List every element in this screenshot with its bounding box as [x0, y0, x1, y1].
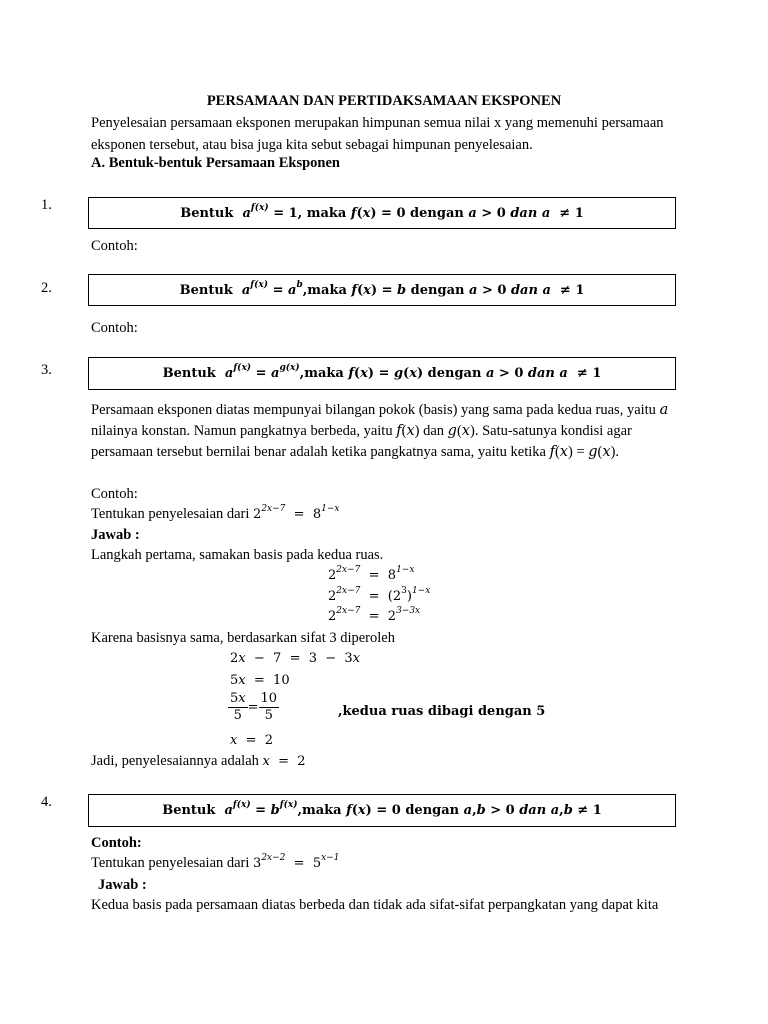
- intro-line-2b: , atau bisa juga kita sebut sebagai himpunan penyelesaian.: [195, 137, 533, 153]
- maka-word: maka: [306, 205, 347, 221]
- box-label: Bentuk: [179, 282, 233, 298]
- item-4-number: 4.: [41, 794, 52, 810]
- para3-text-4: . Satu-satunya kondisi agar: [474, 423, 632, 439]
- eq-line-7: x = 2: [230, 733, 274, 748]
- dan-word: dan: [510, 205, 538, 221]
- formula-box-3: Bentuk $a^{f(x)}$ = $a^{g(x)}$ , maka f ( x ) = g ( x ) dengan a > 0 dan a ≠ 1: [88, 357, 676, 390]
- item-1-number: 1.: [41, 197, 52, 213]
- paragraph-item-3: Persamaan eksponen diatas mempunyai bilangan pokok (basis) yang sama pada kedua ruas, yaitu a nilainya konstan. Namun pangkatnya berbeda, yaitu f(x) dan g(x). Satu-satunya kondisi agar persamaan tersebut bernilai benar adalah ketika pangkatnya sama, yaitu ketika f(x) = g(x).: [91, 402, 669, 460]
- eq-line-3: $2^{2x-7} = 2^{3-3x}$: [328, 606, 421, 624]
- example4-question-text: Tentukan penyelesaian dari: [91, 855, 250, 871]
- maka-word: maka: [304, 366, 344, 381]
- section-a-heading: A. Bentuk-bentuk Persamaan Eksponen: [91, 155, 340, 171]
- item-3-number: 3.: [41, 362, 52, 378]
- intro-line-2a: eksponen tersebut: [91, 137, 196, 153]
- maka-word: maka: [307, 282, 347, 298]
- para3-text-2: nilainya konstan. Namun pangkatnya berbeda, yaitu: [91, 423, 393, 439]
- eq-line-5: 5x = 10: [230, 673, 290, 688]
- intro-line-1: Penyelesaian persamaan eksponen merupakan himpunan semua nilai x yang memenuhi persamaan: [91, 115, 664, 131]
- example3-jadi-text: Jadi, penyelesaiannya adalah: [91, 753, 259, 769]
- example3-karena: Karena basisnya sama, berdasarkan sifat 3 diperoleh: [91, 630, 395, 646]
- item-2-contoh: Contoh:: [91, 320, 138, 336]
- eq-line-2: $2^{2x-7} = (2^3)^{1-x}$: [328, 586, 431, 604]
- dan-word: dan: [519, 803, 547, 818]
- para3-text-5: persamaan tersebut bernilai benar adalah ketika pangkatnya sama, yaitu ketika: [91, 444, 546, 460]
- example3-note: ,kedua ruas dibagi dengan 5: [338, 704, 546, 719]
- dengan-word: dengan: [405, 803, 460, 818]
- formula-box-2: Bentuk $a^{f(x)}$ = $a^b$ , maka f ( x ) = b dengan a > 0 dan a ≠ 1: [88, 274, 676, 306]
- example3-jawab: Jawab :: [91, 527, 140, 543]
- eq-line-6: $\frac{5x}{5}$ = $\frac{10}{5}$: [230, 691, 278, 723]
- formula-box-1: Bentuk $a^{f(x)}$ = 1, maka f ( x ) = 0 dengan a > 0 dan a ≠ 1: [88, 197, 676, 229]
- dan-word: dan: [510, 282, 538, 298]
- dengan-word: dengan: [427, 366, 482, 381]
- example3-contoh: Contoh:: [91, 486, 138, 502]
- example3-conclusion: Jadi, penyelesaiannya adalah x = 2: [91, 753, 306, 769]
- para3-text-3: dan: [423, 423, 445, 439]
- eq-line-4: 2x − 7 = 3 − 3x: [230, 651, 361, 666]
- maka-word: maka: [302, 803, 342, 818]
- example3-step1: Langkah pertama, samakan basis pada kedua ruas.: [91, 547, 384, 563]
- page-title: PERSAMAAN DAN PERTIDAKSAMAAN EKSPONEN: [206, 93, 562, 109]
- dan-word: dan: [527, 366, 555, 381]
- para3-text-1: Persamaan eksponen diatas mempunyai bilangan pokok (basis) yang sama pada kedua ruas, yaitu: [91, 402, 656, 418]
- dengan-word: dengan: [410, 205, 464, 221]
- box-label: Bentuk: [162, 366, 216, 381]
- eq-line-1: $2^{2x-7} = 8^{1-x}$: [328, 565, 415, 583]
- item-1-contoh: Contoh:: [91, 238, 138, 254]
- example4-contoh: Contoh:: [91, 835, 142, 851]
- item-2-number: 2.: [41, 280, 52, 296]
- box-label: Bentuk: [162, 803, 216, 818]
- example4-question: Tentukan penyelesaian dari $3^{2x-2} = 5^{x-1}$: [91, 853, 340, 871]
- example3-question-text: Tentukan penyelesaian dari: [91, 506, 250, 522]
- example3-question: Tentukan penyelesaian dari $2^{2x-7} = 8^{1-x}$: [91, 504, 340, 522]
- intro-paragraph: [91, 112, 678, 156]
- example4-text: Kedua basis pada persamaan diatas berbeda dan tidak ada sifat-sifat perpangkatan yang dapat kita: [91, 897, 659, 913]
- dengan-word: dengan: [410, 282, 465, 298]
- formula-box-4: Bentuk $a^{f(x)}$ = $b^{f(x)}$ , maka f ( x ) = 0 dengan a , b > 0 dan a , b ≠ 1: [88, 794, 676, 827]
- example4-jawab: Jawab :: [98, 877, 147, 893]
- box-label: Bentuk: [180, 205, 234, 221]
